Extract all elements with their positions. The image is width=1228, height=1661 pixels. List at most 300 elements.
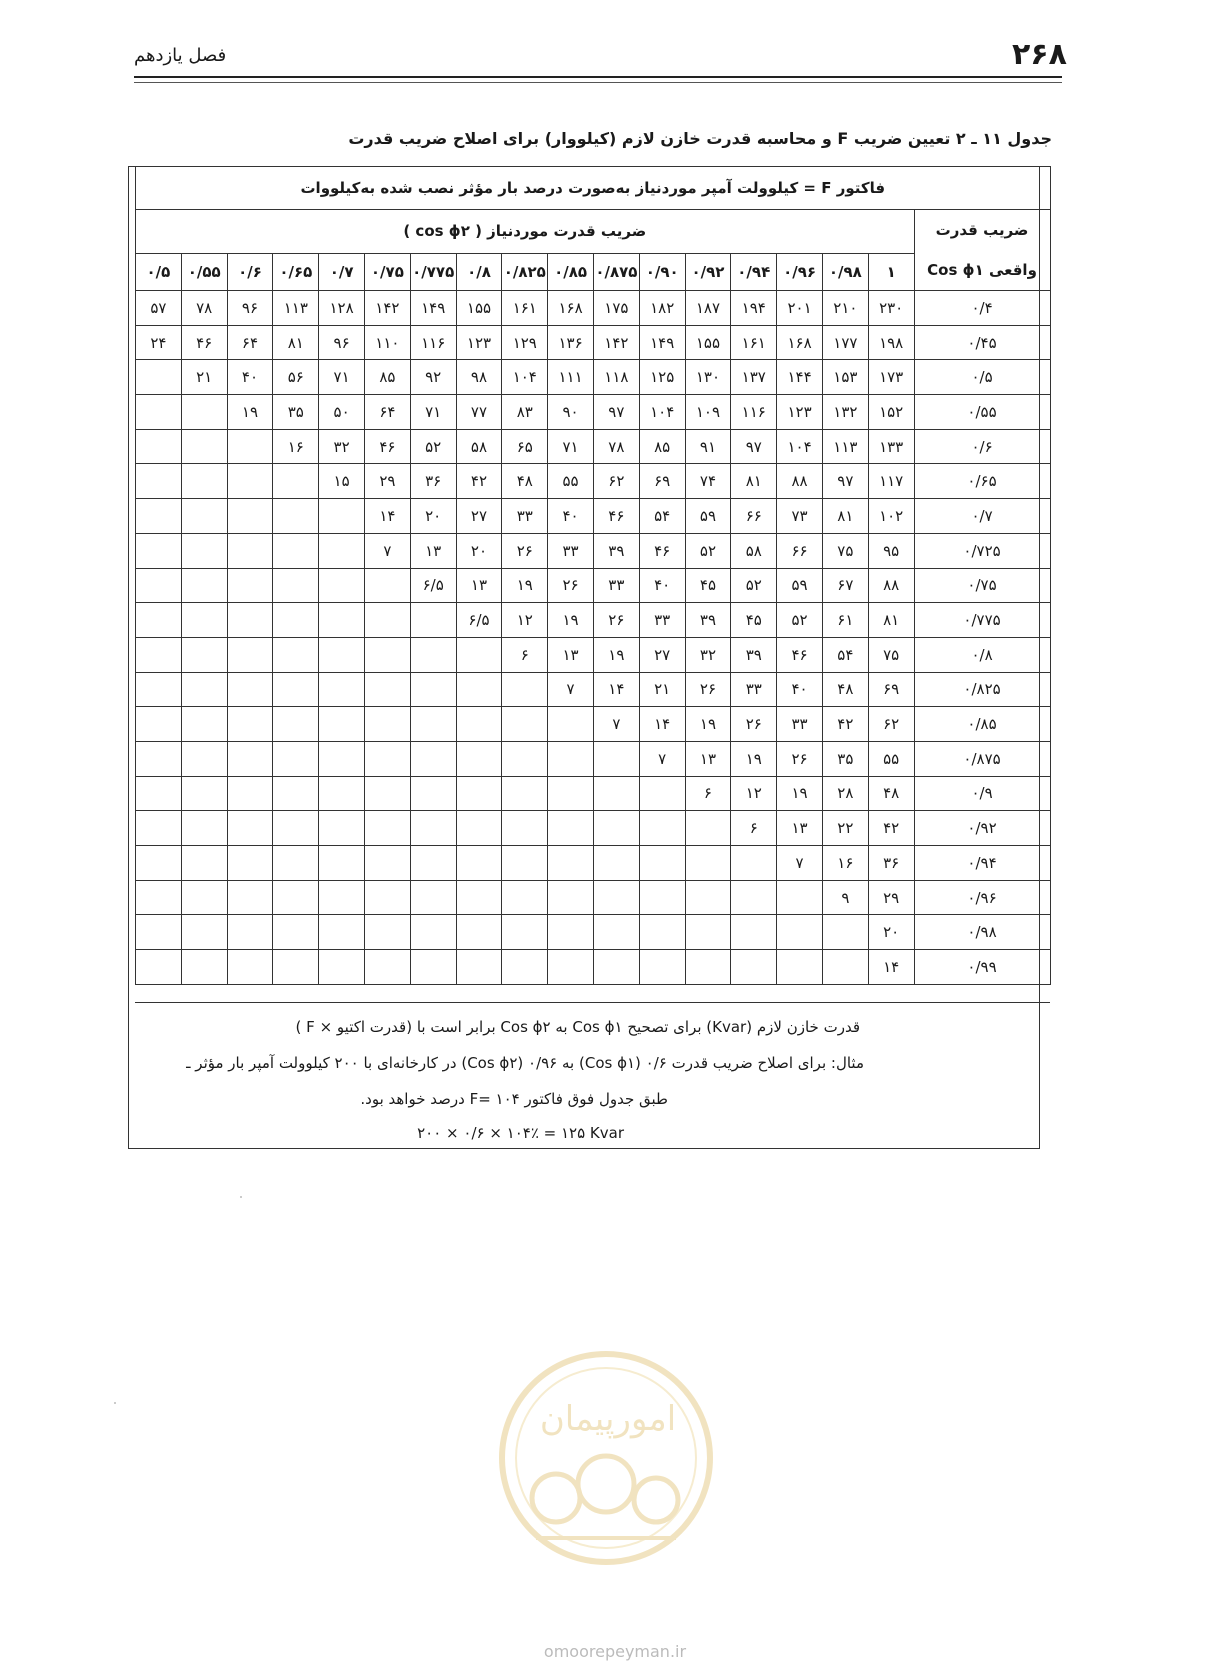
- factor-cell: ۵۲: [777, 603, 823, 638]
- factor-cell: [136, 603, 182, 638]
- factor-cell: [181, 950, 227, 985]
- table-row: [136, 707, 1051, 742]
- actual-pf-cell: ۰/۹۲: [914, 811, 1050, 846]
- factor-cell: [548, 950, 594, 985]
- factor-cell: ۱۱۸: [593, 360, 639, 395]
- factor-cell: ۷۵: [822, 533, 868, 568]
- table-row: [136, 637, 1051, 672]
- factor-cell: ۱۷۷: [822, 325, 868, 360]
- factor-cell: [273, 846, 319, 881]
- factor-cell: ۷: [364, 533, 410, 568]
- table-row: [136, 533, 1051, 568]
- factor-cell: [136, 395, 182, 430]
- factor-cell: [593, 915, 639, 950]
- factor-cell: [181, 395, 227, 430]
- factor-cell: [410, 672, 456, 707]
- factor-cell: ۵۸: [731, 533, 777, 568]
- factor-cell: [593, 846, 639, 881]
- factor-cell: ۸۱: [731, 464, 777, 499]
- factor-cell: [410, 880, 456, 915]
- factor-cell: [136, 846, 182, 881]
- factor-cell: ۱۴۹: [410, 291, 456, 326]
- factor-cell: ۱۸۲: [639, 291, 685, 326]
- table-row: [136, 325, 1051, 360]
- factor-cell: ۵۸: [456, 429, 502, 464]
- factor-cell: ۲۲: [822, 811, 868, 846]
- factor-cell: [364, 741, 410, 776]
- factor-cell: ۸۵: [639, 429, 685, 464]
- column-header: ۰/۹۶: [777, 253, 823, 290]
- factor-cell: [364, 672, 410, 707]
- factor-cell: ۱۹: [731, 741, 777, 776]
- factor-cell: [181, 880, 227, 915]
- factor-cell: [456, 846, 502, 881]
- factor-cell: [639, 880, 685, 915]
- factor-cell: [639, 950, 685, 985]
- factor-cell: ۱۴: [593, 672, 639, 707]
- factor-cell: [227, 672, 273, 707]
- column-header: ۰/۵۵: [181, 253, 227, 290]
- factor-cell: ۶۷: [822, 568, 868, 603]
- factor-cell: ۶/۵: [456, 603, 502, 638]
- column-header: ۰/۶: [227, 253, 273, 290]
- table-row: [136, 672, 1051, 707]
- factor-cell: ۳۹: [731, 637, 777, 672]
- actual-pf-cell: ۰/۵: [914, 360, 1050, 395]
- table-row: [136, 811, 1051, 846]
- factor-cell: ۱۲۵: [639, 360, 685, 395]
- factor-cell: ۶: [731, 811, 777, 846]
- factor-cell: ۲۶: [731, 707, 777, 742]
- factor-cell: ۲۱۰: [822, 291, 868, 326]
- factor-cell: ۹۶: [227, 291, 273, 326]
- factor-cell: [364, 880, 410, 915]
- factor-cell: [227, 846, 273, 881]
- factor-cell: [227, 811, 273, 846]
- factor-cell: ۱۲: [731, 776, 777, 811]
- factor-cell: ۲۶: [502, 533, 548, 568]
- factor-cell: ۱۳: [685, 741, 731, 776]
- factor-cell: [502, 776, 548, 811]
- factor-cell: [502, 950, 548, 985]
- factor-cell: [181, 846, 227, 881]
- table-row: [136, 360, 1051, 395]
- factor-cell: [319, 672, 365, 707]
- factor-cell: ۶۹: [868, 672, 914, 707]
- factor-cell: [639, 811, 685, 846]
- factor-cell: [364, 811, 410, 846]
- factor-cell: [136, 637, 182, 672]
- factor-cell: ۳۳: [502, 499, 548, 534]
- factor-cell: ۳۹: [685, 603, 731, 638]
- factor-cell: ۲۶: [593, 603, 639, 638]
- factor-cell: [227, 464, 273, 499]
- factor-cell: ۱۴۴: [777, 360, 823, 395]
- factor-cell: ۸۱: [868, 603, 914, 638]
- factor-cell: [731, 846, 777, 881]
- column-header: ۰/۸۷۵: [593, 253, 639, 290]
- actual-pf-header-line1: ضریب قدرت: [935, 221, 1029, 239]
- factor-cell: ۱۶: [273, 429, 319, 464]
- factor-cell: ۷۵: [868, 637, 914, 672]
- notes-block: [135, 1002, 1050, 1148]
- factor-cell: [410, 707, 456, 742]
- note-formula: قدرت خازن لازم (Kvar) برای تصحیح Cos ϕ۱ به Cos ϕ۲ برابر است با (قدرت اکتیو × F ): [295, 1018, 860, 1036]
- factor-cell: ۷۸: [181, 291, 227, 326]
- factor-cell: [319, 741, 365, 776]
- factor-cell: [136, 776, 182, 811]
- column-header: ۰/۷۵: [364, 253, 410, 290]
- factor-cell: ۱۴: [364, 499, 410, 534]
- factor-cell: [410, 915, 456, 950]
- factor-cell: ۱۰۴: [502, 360, 548, 395]
- factor-cell: ۲۶: [685, 672, 731, 707]
- column-header: ۰/۹۴: [731, 253, 777, 290]
- factor-cell: ۵۲: [731, 568, 777, 603]
- factor-cell: ۱۶۸: [777, 325, 823, 360]
- required-pf-header: ضریب قدرت موردنیاز ( cos ϕ۲ ): [136, 210, 915, 254]
- factor-cell: [136, 880, 182, 915]
- factor-cell: ۴۰: [548, 499, 594, 534]
- factor-cell: ۱۲۳: [456, 325, 502, 360]
- watermark-logo: [496, 1348, 716, 1568]
- column-header: ۰/۸: [456, 253, 502, 290]
- actual-pf-cell: ۰/۹: [914, 776, 1050, 811]
- factor-cell: [181, 811, 227, 846]
- factor-cell: ۱۳۰: [685, 360, 731, 395]
- table-row: [136, 741, 1051, 776]
- factor-cell: [639, 776, 685, 811]
- factor-cell: [181, 741, 227, 776]
- actual-pf-cell: ۰/۹۶: [914, 880, 1050, 915]
- factor-cell: [273, 741, 319, 776]
- factor-cell: ۹۷: [593, 395, 639, 430]
- factor-cell: ۳۳: [777, 707, 823, 742]
- factor-cell: ۱۹: [502, 568, 548, 603]
- factor-cell: [136, 360, 182, 395]
- factor-cell: [319, 533, 365, 568]
- factor-cell: [685, 880, 731, 915]
- factor-cell: [227, 707, 273, 742]
- factor-cell: ۶: [502, 637, 548, 672]
- factor-cell: [273, 950, 319, 985]
- factor-cell: [502, 707, 548, 742]
- actual-pf-cell: ۰/۶۵: [914, 464, 1050, 499]
- factor-cell: [502, 915, 548, 950]
- factor-cell: [593, 880, 639, 915]
- factor-cell: [319, 603, 365, 638]
- factor-cell: ۷: [548, 672, 594, 707]
- factor-cell: ۴۶: [181, 325, 227, 360]
- actual-pf-header-line2: واقعی Cos ϕ۱: [927, 261, 1037, 279]
- factor-cell: ۹: [822, 880, 868, 915]
- factor-cell: ۱۷۵: [593, 291, 639, 326]
- factor-cell: ۱۱۶: [731, 395, 777, 430]
- factor-cell: ۵۶: [273, 360, 319, 395]
- column-header: ۰/۷: [319, 253, 365, 290]
- factor-cell: [319, 950, 365, 985]
- actual-pf-cell: ۰/۴: [914, 291, 1050, 326]
- factor-cell: [319, 915, 365, 950]
- factor-cell: ۱۹: [227, 395, 273, 430]
- page-number: ۲۶۸: [1012, 37, 1067, 72]
- actual-pf-cell: ۰/۸۷۵: [914, 741, 1050, 776]
- header-rule: [134, 76, 1062, 78]
- factor-cell: [181, 499, 227, 534]
- factor-cell: ۸۸: [868, 568, 914, 603]
- factor-cell: ۳۶: [868, 846, 914, 881]
- factor-cell: [319, 776, 365, 811]
- factor-cell: [273, 776, 319, 811]
- factor-cell: ۴۲: [868, 811, 914, 846]
- factor-cell: [227, 568, 273, 603]
- factor-cell: [136, 950, 182, 985]
- factor-cell: [456, 637, 502, 672]
- factor-cell: [227, 741, 273, 776]
- factor-cell: ۸۳: [502, 395, 548, 430]
- factor-cell: ۴۶: [593, 499, 639, 534]
- factor-cell: [822, 915, 868, 950]
- factor-cell: [364, 637, 410, 672]
- factor-cell: ۱۴: [868, 950, 914, 985]
- factor-cell: [273, 672, 319, 707]
- factor-cell: ۱۴۲: [593, 325, 639, 360]
- header-rule-thin: [134, 82, 1062, 83]
- factor-cell: [319, 811, 365, 846]
- factor-cell: [181, 637, 227, 672]
- column-header: ۰/۹۲: [685, 253, 731, 290]
- factor-cell: [456, 811, 502, 846]
- factor-cell: [410, 811, 456, 846]
- table-row: [136, 568, 1051, 603]
- factor-cell: [227, 915, 273, 950]
- factor-cell: [227, 776, 273, 811]
- factor-cell: ۹۲: [410, 360, 456, 395]
- factor-cell: [136, 707, 182, 742]
- table-caption: جدول ۱۱ ـ ۲ تعیین ضریب F و محاسبه قدرت خازن لازم (کیلووار) برای اصلاح ضریب قدرت: [348, 129, 1052, 148]
- factor-cell: [456, 672, 502, 707]
- factor-cell: [227, 533, 273, 568]
- factor-cell: ۷۴: [685, 464, 731, 499]
- factor-cell: [181, 429, 227, 464]
- factor-cell: ۲۶: [777, 741, 823, 776]
- factor-cell: ۴۰: [777, 672, 823, 707]
- factor-cell: [593, 776, 639, 811]
- factor-cell: [227, 603, 273, 638]
- factor-cell: ۴۲: [456, 464, 502, 499]
- factor-cell: ۸۸: [777, 464, 823, 499]
- factor-cell: [273, 499, 319, 534]
- factor-cell: [136, 429, 182, 464]
- factor-cell: ۱۶۸: [548, 291, 594, 326]
- factor-cell: ۷۱: [410, 395, 456, 430]
- factor-cell: [181, 603, 227, 638]
- factor-cell: [181, 776, 227, 811]
- factor-cell: [456, 880, 502, 915]
- table-title: فاکتور F = کیلوولت آمپر موردنیاز به‌صورت درصد بار مؤثر نصب شده به‌کیلووات: [136, 167, 1051, 210]
- factor-cell: ۶۴: [364, 395, 410, 430]
- factor-cell: [822, 950, 868, 985]
- factor-cell: [685, 915, 731, 950]
- factor-cell: [502, 672, 548, 707]
- factor-cell: ۱۱۳: [273, 291, 319, 326]
- factor-cell: [319, 707, 365, 742]
- factor-cell: [319, 846, 365, 881]
- factor-cell: ۲۷: [456, 499, 502, 534]
- factor-cell: ۵۴: [822, 637, 868, 672]
- factor-cell: ۱۱۰: [364, 325, 410, 360]
- factor-cell: ۱۴۹: [639, 325, 685, 360]
- note-example: مثال: برای اصلاح ضریب قدرت ۰/۶ (Cos ϕ۱) به ۰/۹۶ (Cos ϕ۲) در کارخانه‌ای با ۲۰۰ کیلوولت آمپر بار مؤثر ـ: [186, 1054, 864, 1072]
- factor-cell: [227, 499, 273, 534]
- actual-pf-cell: ۰/۶: [914, 429, 1050, 464]
- factor-cell: ۱۳: [456, 568, 502, 603]
- note-factor: طبق جدول فوق فاکتور F= ۱۰۴ درصد خواهد بود.: [360, 1090, 668, 1108]
- actual-pf-header: [914, 210, 1050, 291]
- factor-cell: [777, 880, 823, 915]
- factor-cell: ۶۶: [777, 533, 823, 568]
- factor-cell: ۴۰: [639, 568, 685, 603]
- factor-cell: [502, 846, 548, 881]
- factor-cell: ۱۲۸: [319, 291, 365, 326]
- factor-cell: [364, 568, 410, 603]
- factor-cell: ۱۴۲: [364, 291, 410, 326]
- factor-cell: ۲۹: [364, 464, 410, 499]
- actual-pf-cell: ۰/۹۴: [914, 846, 1050, 881]
- factor-cell: ۶/۵: [410, 568, 456, 603]
- speck: [240, 1196, 242, 1198]
- factor-cell: ۲۷: [639, 637, 685, 672]
- factor-cell: ۱۹: [685, 707, 731, 742]
- column-header: ۱: [868, 253, 914, 290]
- factor-cell: [685, 950, 731, 985]
- factor-cell: [273, 603, 319, 638]
- factor-cell: ۶۲: [868, 707, 914, 742]
- factor-cell: [227, 429, 273, 464]
- factor-cell: ۶: [685, 776, 731, 811]
- power-factor-table: [135, 166, 1051, 985]
- factor-cell: [136, 499, 182, 534]
- factor-cell: [273, 637, 319, 672]
- factor-cell: ۸۱: [273, 325, 319, 360]
- factor-cell: ۵۹: [777, 568, 823, 603]
- factor-cell: [136, 915, 182, 950]
- factor-cell: ۷۱: [548, 429, 594, 464]
- factor-cell: ۱۱۷: [868, 464, 914, 499]
- column-header: ۰/۹۸: [822, 253, 868, 290]
- factor-cell: [502, 811, 548, 846]
- actual-pf-cell: ۰/۹۹: [914, 950, 1050, 985]
- factor-cell: ۱۵۵: [685, 325, 731, 360]
- factor-cell: ۱۳: [777, 811, 823, 846]
- factor-cell: ۱۳۲: [822, 395, 868, 430]
- factor-cell: ۹۱: [685, 429, 731, 464]
- factor-cell: ۹۶: [319, 325, 365, 360]
- factor-cell: [456, 915, 502, 950]
- factor-cell: ۳۵: [822, 741, 868, 776]
- factor-cell: [136, 464, 182, 499]
- factor-cell: ۱۳۳: [868, 429, 914, 464]
- column-header: ۰/۹۰: [639, 253, 685, 290]
- factor-cell: [593, 950, 639, 985]
- factor-cell: [548, 846, 594, 881]
- factor-cell: ۱۱۳: [822, 429, 868, 464]
- factor-cell: ۷۸: [593, 429, 639, 464]
- factor-cell: ۲۸: [822, 776, 868, 811]
- factor-cell: [319, 499, 365, 534]
- factor-cell: ۱۹۴: [731, 291, 777, 326]
- factor-cell: ۱۲۹: [502, 325, 548, 360]
- factor-cell: ۱۲۳: [777, 395, 823, 430]
- factor-cell: ۲۱: [181, 360, 227, 395]
- factor-cell: [364, 915, 410, 950]
- factor-cell: [227, 637, 273, 672]
- factor-cell: [181, 707, 227, 742]
- factor-cell: [364, 846, 410, 881]
- factor-cell: ۴۶: [777, 637, 823, 672]
- factor-cell: ۱۳۷: [731, 360, 777, 395]
- factor-cell: ۵۹: [685, 499, 731, 534]
- factor-cell: [136, 741, 182, 776]
- factor-cell: [181, 464, 227, 499]
- factor-cell: ۲۶: [548, 568, 594, 603]
- factor-cell: ۶۶: [731, 499, 777, 534]
- factor-cell: [181, 568, 227, 603]
- factor-cell: [456, 950, 502, 985]
- factor-cell: ۵۲: [410, 429, 456, 464]
- column-header: ۰/۸۵: [548, 253, 594, 290]
- factor-cell: ۸۵: [364, 360, 410, 395]
- note-result: ۲۰۰ × ۰/۶ × ۱۰۴٪ = ۱۲۵ Kvar: [417, 1124, 624, 1142]
- factor-cell: ۹۷: [731, 429, 777, 464]
- factor-cell: [548, 707, 594, 742]
- factor-cell: [364, 603, 410, 638]
- factor-cell: ۴۲: [822, 707, 868, 742]
- speck: [114, 1402, 116, 1404]
- factor-cell: ۶۴: [227, 325, 273, 360]
- factor-cell: ۲۴: [136, 325, 182, 360]
- factor-cell: [731, 950, 777, 985]
- factor-cell: ۵۵: [868, 741, 914, 776]
- table-row: [136, 880, 1051, 915]
- factor-cell: ۱۵۳: [822, 360, 868, 395]
- table-row: [136, 499, 1051, 534]
- factor-cell: [410, 741, 456, 776]
- table-row: [136, 603, 1051, 638]
- table-row: [136, 915, 1051, 950]
- actual-pf-cell: ۰/۸۵: [914, 707, 1050, 742]
- table-row: [136, 291, 1051, 326]
- factor-cell: [410, 950, 456, 985]
- factor-cell: [548, 915, 594, 950]
- factor-cell: ۵۲: [685, 533, 731, 568]
- factor-cell: ۱۵۲: [868, 395, 914, 430]
- factor-cell: ۴۵: [685, 568, 731, 603]
- factor-cell: ۵۴: [639, 499, 685, 534]
- factor-cell: ۳۲: [685, 637, 731, 672]
- factor-cell: [777, 950, 823, 985]
- factor-cell: [181, 533, 227, 568]
- factor-cell: ۷: [639, 741, 685, 776]
- factor-cell: ۷۳: [777, 499, 823, 534]
- factor-cell: [639, 846, 685, 881]
- factor-cell: [273, 464, 319, 499]
- factor-cell: ۵۰: [319, 395, 365, 430]
- actual-pf-cell: ۰/۸: [914, 637, 1050, 672]
- factor-cell: ۲۹: [868, 880, 914, 915]
- factor-cell: ۱۲: [502, 603, 548, 638]
- factor-cell: [319, 880, 365, 915]
